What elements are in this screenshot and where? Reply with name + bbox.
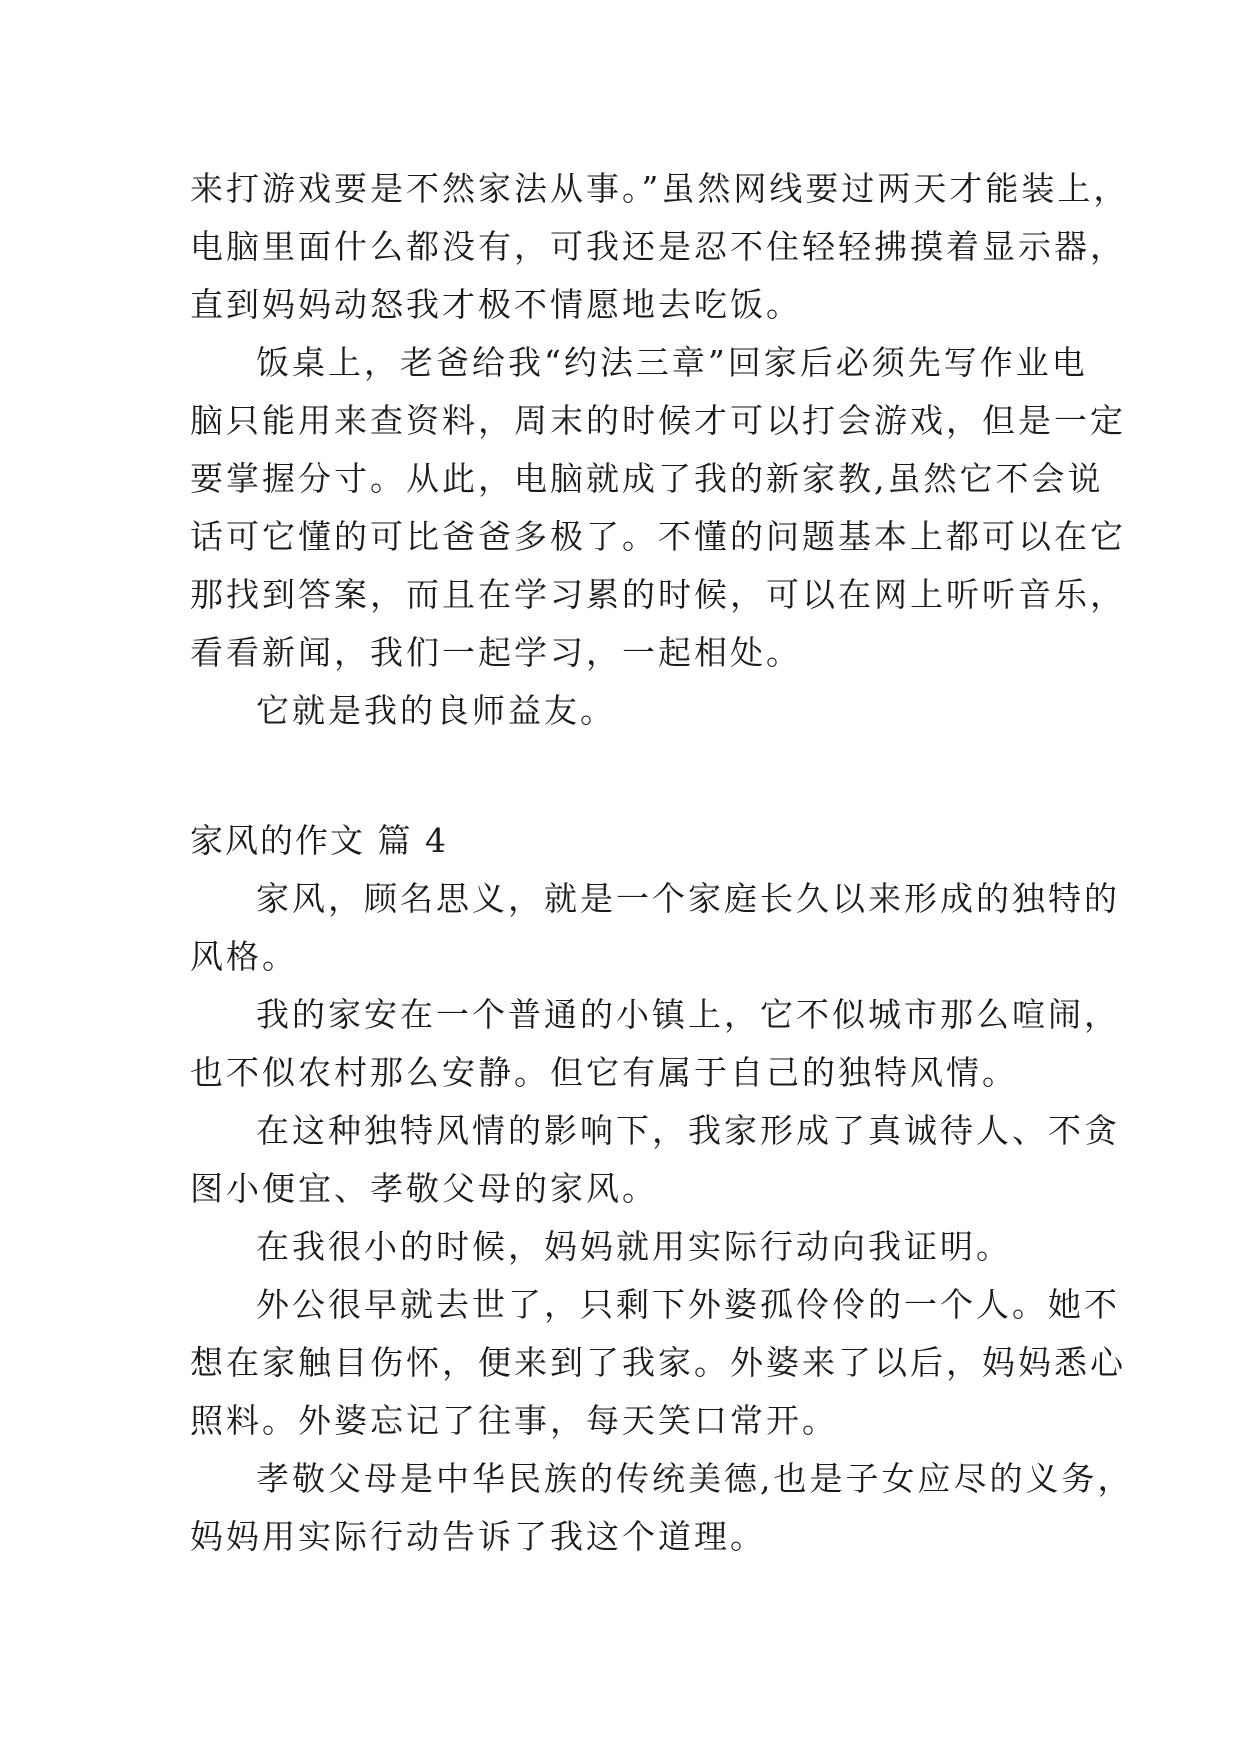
text-line: 风格。 xyxy=(190,937,298,976)
section-spacer xyxy=(190,740,1070,812)
text-line: 来打游戏要是不然家法从事。”虽然网线要过两天才能装上， xyxy=(190,169,1130,208)
text-line: 那找到答案，而且在学习累的时候，可以在网上听听音乐， xyxy=(190,575,1126,614)
section-heading: 家风的作文 篇 4 xyxy=(190,821,448,860)
text-line: 照料。外婆忘记了往事，每天笑口常开。 xyxy=(190,1401,838,1440)
paragraph-start-line: 外公很早就去世了，只剩下外婆孤伶伶的一个人。她不 xyxy=(256,1285,1120,1324)
text-line: 脑只能用来查资料，周末的时候才可以打会游戏，但是一定 xyxy=(190,401,1126,440)
text-line: 话可它懂的可比爸爸多极了。不懂的问题基本上都可以在它 xyxy=(190,517,1126,556)
paragraph-start-line: 家风，顾名思义，就是一个家庭长久以来形成的独特的 xyxy=(256,879,1120,918)
text-line: 妈妈用实际行动告诉了我这个道理。 xyxy=(190,1517,766,1556)
paragraph-start-line: 饭桌上，老爸给我“约法三章”回家后必须先写作业电 xyxy=(256,343,1088,382)
text-line: 图小便宜、孝敬父母的家风。 xyxy=(190,1169,658,1208)
text-line: 直到妈妈动怒我才极不情愿地去吃饭。 xyxy=(190,285,802,324)
paragraph-start-line: 它就是我的良师益友。 xyxy=(256,691,616,730)
text-line: 也不似农村那么安静。但它有属于自己的独特风情。 xyxy=(190,1053,1018,1092)
text-line: 看看新闻，我们一起学习，一起相处。 xyxy=(190,633,802,672)
paragraph-start-line: 我的家安在一个普通的小镇上，它不似城市那么喧闹， xyxy=(256,995,1120,1034)
text-line: 想在家触目伤怀，便来到了我家。外婆来了以后，妈妈悉心 xyxy=(190,1343,1126,1382)
paragraph-start-line: 孝敬父母是中华民族的传统美德,也是子女应尽的义务， xyxy=(256,1459,1134,1498)
paragraph-start-line: 在我很小的时候，妈妈就用实际行动向我证明。 xyxy=(256,1227,1012,1266)
paragraph-start-line: 在这种独特风情的影响下，我家形成了真诚待人、不贪 xyxy=(256,1111,1120,1150)
text-line: 电脑里面什么都没有，可我还是忍不住轻轻拂摸着显示器， xyxy=(190,227,1126,266)
document-body xyxy=(190,160,1134,1566)
text-line: 要掌握分寸。从此，电脑就成了我的新家教,虽然它不会说 xyxy=(190,459,1104,498)
